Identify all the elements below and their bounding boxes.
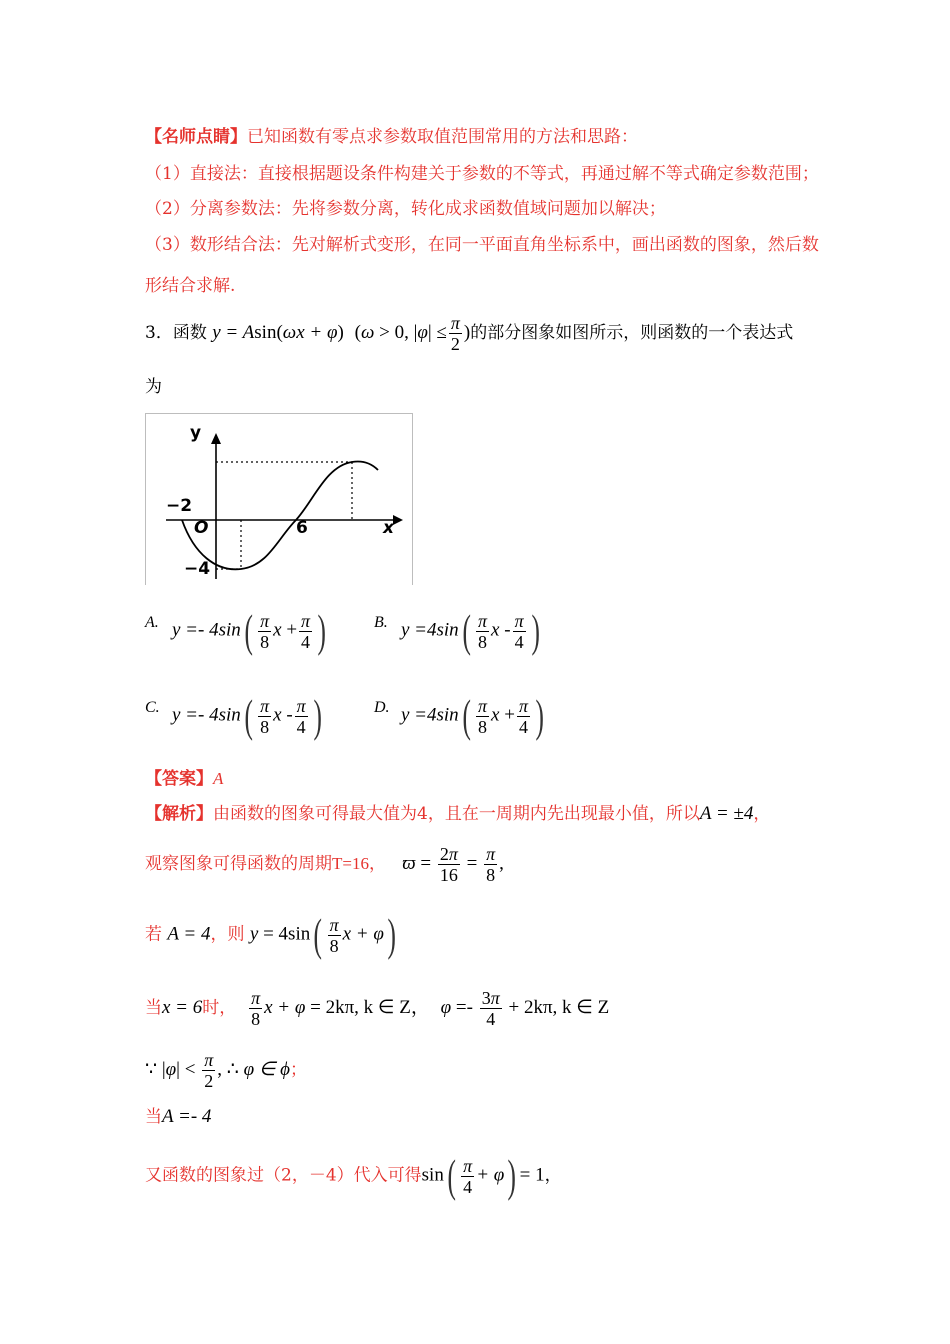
option-b[interactable]: y =4sin( $\frac{\pi}{8}$ x - $\frac{\pi}{4}$ ) — [401, 605, 540, 656]
analysis-line-7: 又函数的图象过（2，－4）代入可得sin( $\frac{\pi}{4}$ + φ) = 1， — [145, 1150, 562, 1201]
graph-svg — [146, 414, 412, 585]
label-neg2: −2 — [166, 496, 193, 516]
label-origin: O — [194, 518, 209, 538]
option-b-sign: - — [504, 619, 511, 641]
analysis-then: ，则 — [210, 924, 245, 945]
option-d[interactable]: y =4sin( $\frac{\pi}{8}$ x + $\frac{\pi}{4}$ ) — [401, 690, 544, 741]
tip-header: 【名师点睛】 — [145, 127, 247, 147]
option-a-letter: A. — [145, 614, 159, 631]
tip-method-2: （2）分离参数法：先将参数分离，转化成求函数值域问题加以解决； — [145, 199, 666, 219]
tip-method-3b: 形结合求解. — [145, 276, 236, 296]
analysis-s6-math: A =- 4 — [162, 1106, 212, 1127]
analysis-if: 若 — [145, 924, 162, 945]
analysis-s6: 当 — [145, 1107, 162, 1127]
option-b-prefix: y =4sin — [401, 619, 459, 641]
tip-intro: 已知函数有零点求参数取值范围常用的方法和思路： — [247, 127, 638, 147]
analysis-line-3: 若 A = 4，则 y = 4sin( $\frac{\pi}{8}$ x + φ) — [145, 909, 396, 960]
option-b-letter: B. — [374, 614, 388, 631]
analysis-label: 【解析】 — [145, 804, 213, 824]
option-d-sign: + — [504, 704, 515, 726]
y-axis-label: y — [190, 423, 202, 443]
function-graph — [145, 413, 413, 585]
question-text: 的部分图象如图所示，则函数的一个表达式 — [470, 323, 794, 343]
option-a-sign: + — [286, 619, 298, 641]
analysis-s7-end: = 1 — [519, 1164, 545, 1186]
option-a[interactable]: y =- 4sin( $\frac{\pi}{8}$ x + $\frac{\pi}{4}$ ) — [172, 605, 326, 656]
x-axis-label: x — [383, 518, 394, 538]
analysis-line-5: ∵ |φ| < $\frac{\pi}{2}$ , ∴ φ ∈ ϕ； — [145, 1050, 307, 1091]
option-c-sign: - — [286, 704, 293, 726]
analysis-x6: x = 6 — [162, 997, 203, 1018]
analysis-s5-end: ； — [289, 1060, 307, 1080]
analysis-s2-T: T=16， — [332, 854, 386, 873]
tip-method-1: （1）直接法：直接根据题设条件构建关于参数的不等式，再通过解不等式确定参数范围； — [145, 164, 819, 184]
analysis-s7: 又函数的图象过（2，－4）代入可得 — [145, 1165, 422, 1186]
x-axis-arrow — [393, 515, 403, 525]
option-a-prefix: y =- 4sin — [172, 619, 241, 641]
analysis-s1: 由函数的图象可得最大值为4，且在一周期内先出现最小值，所以 — [213, 804, 700, 824]
analysis-A4: A = 4 — [167, 923, 211, 945]
tip-line-1 — [145, 126, 638, 148]
question-number: 3．函数 — [145, 323, 207, 343]
analysis-s2: 观察图象可得函数的周期 — [145, 854, 332, 874]
option-c[interactable]: y =- 4sin( $\frac{\pi}{8}$ x - $\frac{\pi}{4}$ ) — [172, 690, 322, 741]
sine-curve — [182, 461, 378, 569]
analysis-s1-math: A = ±4 — [699, 803, 754, 824]
option-d-letter: D. — [374, 699, 390, 716]
label-neg4: −4 — [184, 559, 211, 579]
question-3: 3．函数 y = Asin(ωx + φ) (ω > 0, |φ| ≤ $\frac{\pi}{2}$ )的部分图象如图所示，则函数的一个表达式 — [145, 313, 794, 354]
y-axis-arrow — [211, 433, 221, 444]
option-c-prefix: y =- 4sin — [172, 704, 241, 726]
option-d-prefix: y =4sin — [401, 704, 459, 726]
analysis-line-6 — [145, 1106, 211, 1128]
answer-line — [145, 768, 223, 790]
question-wrap: 为 — [145, 377, 162, 397]
analysis-line-1: 【解析】由函数的图象可得最大值为4，且在一周期内先出现最小值，所以A = ±4， — [145, 803, 771, 824]
answer-value: A — [213, 769, 224, 788]
analysis-time: 时， — [202, 998, 237, 1018]
analysis-when: 当 — [145, 998, 162, 1018]
analysis-line-2: 观察图象可得函数的周期T=16， ϖ = $\frac{2\pi}{16}$ = $\frac{\pi}{8}$ , — [145, 844, 504, 885]
analysis-line-4: 当x = 6时， $\frac{\pi}{8}$ x + φ = 2kπ, k ∈ Z， φ =- $\frac{3\pi}{4}$ + 2kπ, k ∈ Z — [145, 988, 610, 1029]
tip-method-3a: （3）数形结合法：先对解析式变形，在同一平面直角坐标系中，画出函数的图象，然后数 — [145, 235, 819, 255]
answer-label: 【答案】 — [145, 769, 213, 789]
label-6: 6 — [296, 518, 308, 538]
option-c-letter: C. — [145, 699, 160, 716]
question-function: y = A — [212, 322, 255, 343]
